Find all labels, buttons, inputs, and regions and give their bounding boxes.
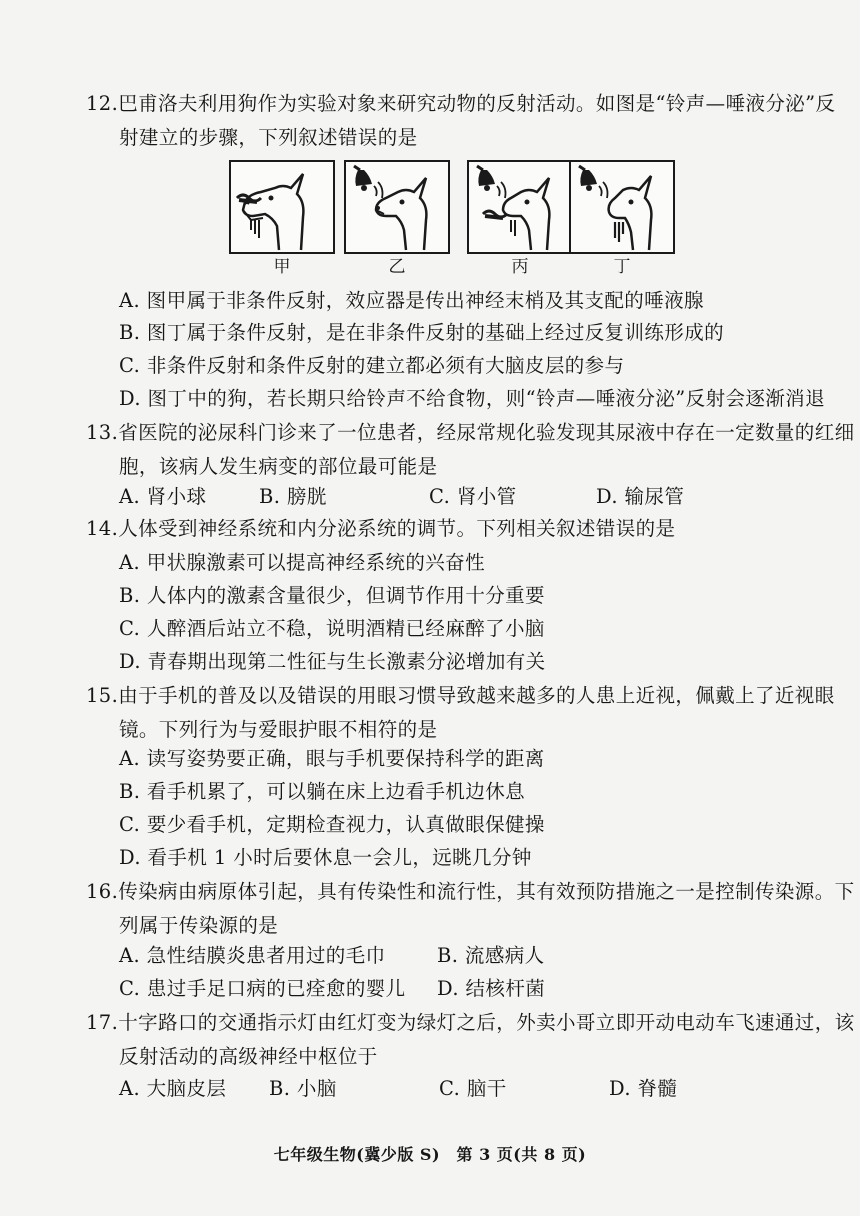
caption-ding: 丁	[613, 257, 631, 277]
question-14	[86, 512, 826, 546]
question-14-stem-line1: 14.人体受到神经系统和内分泌系统的调节。下列相关叙述错误的是	[86, 517, 676, 540]
question-15-option-c[interactable]: C. 要少看手机，定期检查视力，认真做眼保健操	[119, 813, 545, 836]
question-13-stem-line1: 13.省医院的泌尿科门诊来了一位患者，经尿常规化验发现其尿液中存在一定数量的红细	[86, 421, 855, 444]
dog-icon	[609, 176, 652, 250]
question-16-stem-line1: 16.传染病由病原体引起，具有传染性和流行性，其有效预防措施之一是控制传染源。下	[86, 880, 855, 903]
food-icon	[237, 195, 261, 202]
figure-panel-jia	[229, 160, 335, 254]
figure-panel-bing	[467, 160, 573, 254]
question-15-stem-line1: 15.由于手机的普及以及错误的用眼习惯导致越来越多的人患上近视，佩戴上了近视眼	[86, 684, 835, 707]
question-17-option-a[interactable]: A. 大脑皮层	[119, 1077, 227, 1100]
question-12-stem-line1: 12.巴甫洛夫利用狗作为实验对象来研究动物的反射活动。如图是“铃声—唾液分泌”反	[86, 92, 836, 115]
question-12-option-c[interactable]: C. 非条件反射和条件反射的建立都必须有大脑皮层的参与	[119, 354, 625, 377]
question-12	[86, 87, 836, 155]
question-17-stem-line2: 反射活动的高级神经中枢位于	[119, 1045, 378, 1068]
question-13-options	[119, 480, 819, 514]
question-13-option-a[interactable]: A. 肾小球	[119, 485, 207, 508]
question-17-option-b[interactable]: B. 小脑	[269, 1077, 337, 1100]
question-16-option-d[interactable]: D. 结核杆菌	[437, 977, 546, 1000]
question-13-option-b[interactable]: B. 膀胱	[259, 485, 327, 508]
question-13	[86, 416, 855, 484]
question-13-option-d[interactable]: D. 输尿管	[596, 485, 685, 508]
question-12-option-b[interactable]: B. 图丁属于条件反射，是在非条件反射的基础上经过反复训练形成的	[119, 321, 725, 344]
question-17	[86, 1006, 855, 1074]
dog-icon	[503, 178, 549, 250]
question-16-option-b[interactable]: B. 流感病人	[437, 944, 545, 967]
question-16-stem-line2: 列属于传染源的是	[119, 914, 279, 937]
figure-panel-ding	[569, 160, 675, 254]
question-14-option-d[interactable]: D. 青春期出现第二性征与生长激素分泌增加有关	[119, 650, 546, 673]
question-14-option-b[interactable]: B. 人体内的激素含量很少，但调节作用十分重要	[119, 584, 545, 607]
reflex-figure	[229, 160, 689, 280]
question-14-option-c[interactable]: C. 人醉酒后站立不稳，说明酒精已经麻醉了小脑	[119, 617, 545, 640]
caption-yi: 乙	[388, 257, 406, 277]
question-17-option-d[interactable]: D. 脊髓	[609, 1077, 678, 1100]
question-13-option-c[interactable]: C. 肾小管	[429, 485, 517, 508]
caption-jia: 甲	[273, 257, 291, 277]
question-15	[86, 679, 835, 747]
question-17-stem-line1: 17.十字路口的交通指示灯由红灯变为绿灯之后，外卖小哥立即开动电动车飞速通过，该	[86, 1011, 855, 1034]
dog-icon	[376, 178, 426, 250]
question-12-stem-line2: 射建立的步骤，下列叙述错误的是	[119, 126, 418, 149]
question-15-stem-line2: 镜。下列行为与爱眼护眼不相符的是	[119, 718, 438, 741]
question-16-option-a[interactable]: A. 急性结膜炎患者用过的毛巾	[119, 944, 386, 967]
question-15-option-b[interactable]: B. 看手机累了，可以躺在床上边看手机边休息	[119, 780, 526, 803]
question-15-option-d[interactable]: D. 看手机 1 小时后要休息一会儿，远眺几分钟	[119, 846, 532, 869]
question-17-option-c[interactable]: C. 脑干	[439, 1077, 507, 1100]
page-footer: 七年级生物(冀少版 S) 第 3 页(共 8 页)	[273, 1145, 587, 1164]
bell-icon	[579, 166, 608, 198]
question-15-option-a[interactable]: A. 读写姿势要正确，眼与手机要保持科学的距离	[119, 747, 545, 770]
question-14-option-a[interactable]: A. 甲状腺激素可以提高神经系统的兴奋性	[119, 551, 485, 574]
bell-icon	[354, 166, 383, 198]
question-16-options-row1	[119, 939, 819, 973]
question-12-option-a[interactable]: A. 图甲属于非条件反射，效应器是传出神经末梢及其支配的唾液腺	[119, 289, 704, 312]
question-16-options-row2	[119, 972, 819, 1006]
caption-bing: 丙	[511, 257, 529, 277]
bell-icon	[477, 166, 506, 198]
figure-panel-yi	[344, 160, 450, 254]
question-17-options	[119, 1072, 819, 1106]
dog-icon	[231, 162, 333, 252]
question-13-stem-line2: 胞，该病人发生病变的部位最可能是	[119, 455, 438, 478]
question-16	[86, 875, 855, 943]
question-16-option-c[interactable]: C. 患过手足口病的已痊愈的婴儿	[119, 977, 406, 1000]
question-12-option-d[interactable]: D. 图丁中的狗，若长期只给铃声不给食物，则“铃声—唾液分泌”反射会逐渐消退	[119, 387, 825, 410]
